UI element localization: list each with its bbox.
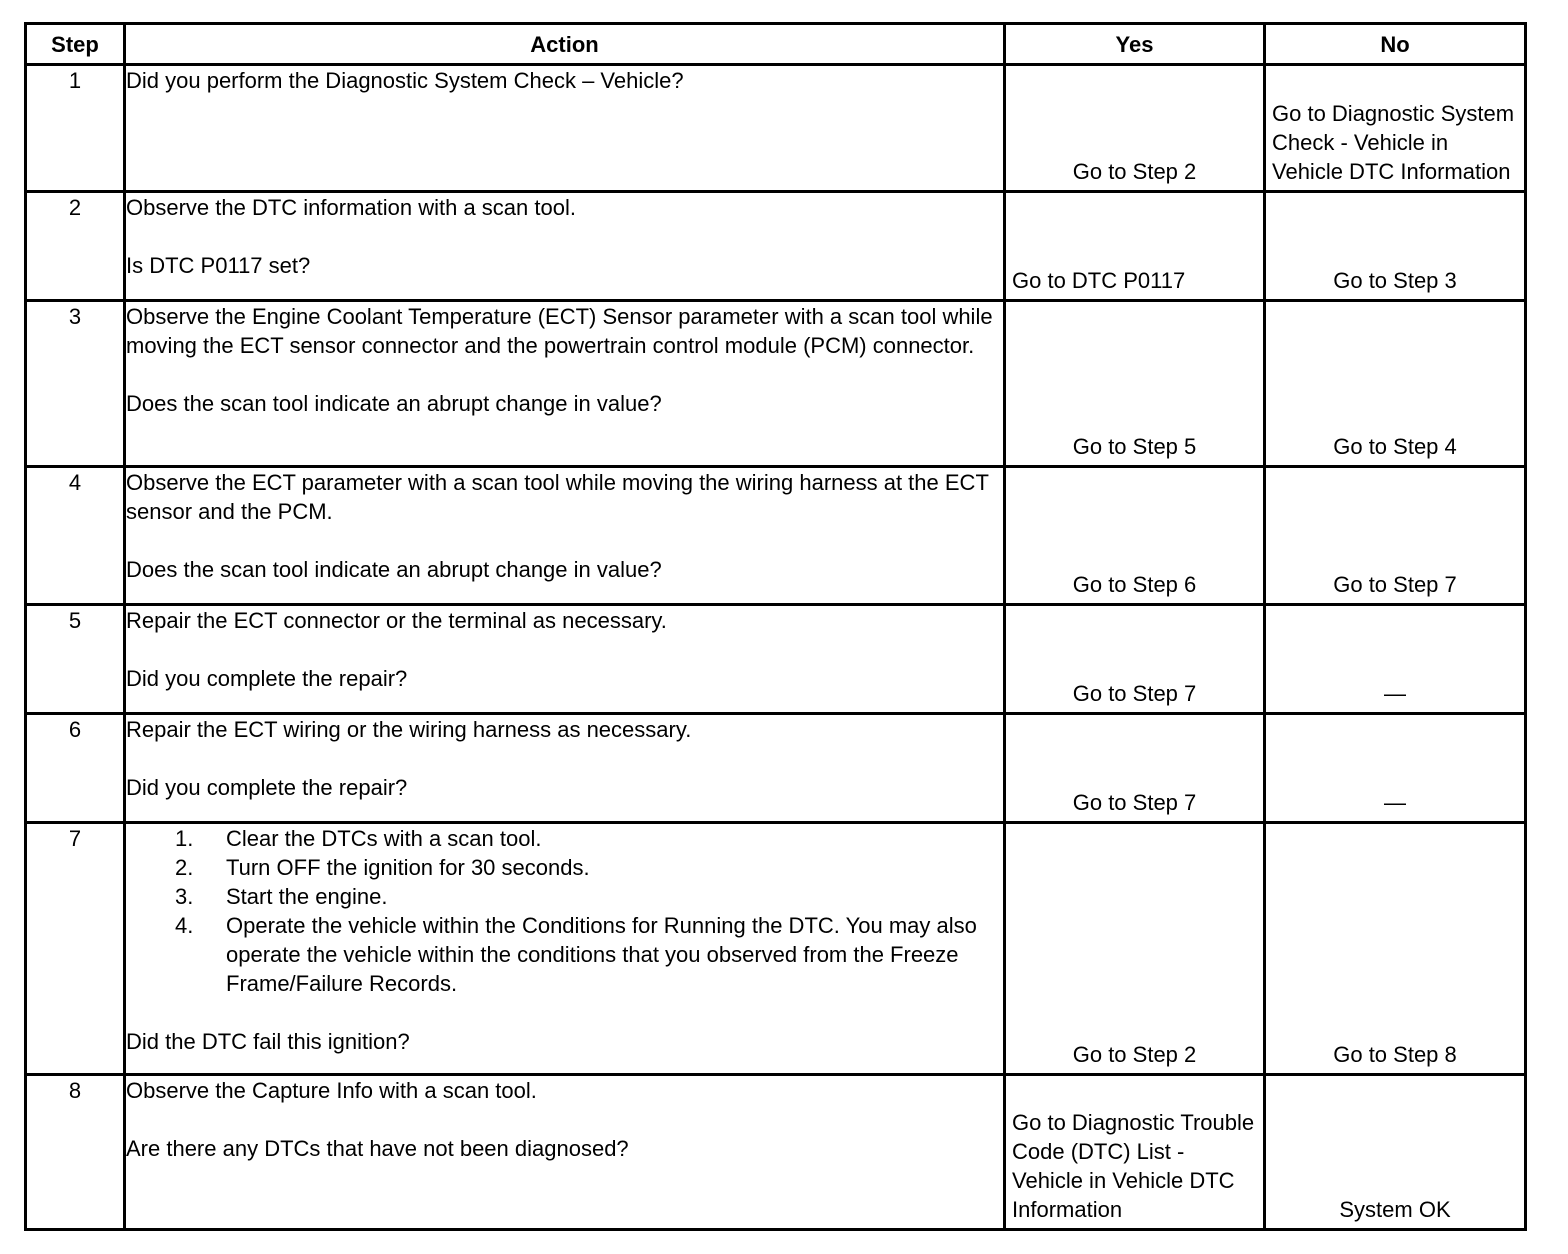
table-row bbox=[26, 714, 1526, 823]
yes-result: Go to Step 6 bbox=[1072, 572, 1197, 597]
action-text: Repair the ECT wiring or the wiring harness as necessary. bbox=[126, 717, 692, 742]
action-cell bbox=[125, 301, 1005, 467]
substep-number: 1. bbox=[175, 826, 194, 851]
action-cell bbox=[125, 467, 1005, 605]
diagnostic-table bbox=[24, 22, 1527, 1231]
no-cell bbox=[1265, 605, 1526, 714]
no-result: Go to Step 7 bbox=[1333, 572, 1457, 597]
action-text: Observe the Engine Coolant Temperature (ECT) Sensor parameter with a scan tool while moving the ECT sensor connector and the powertrain control module (PCM) connector. bbox=[126, 304, 993, 358]
step-number: 2 bbox=[26, 192, 125, 301]
action-question: Did you complete the repair? bbox=[126, 666, 408, 691]
no-cell bbox=[1265, 192, 1526, 301]
substep-item bbox=[126, 911, 1003, 998]
table-row bbox=[26, 1075, 1526, 1230]
action-text: Did you perform the Diagnostic System Check – Vehicle? bbox=[126, 68, 684, 93]
action-text: Observe the ECT parameter with a scan tool while moving the wiring harness at the ECT sensor and the PCM. bbox=[126, 470, 989, 524]
no-cell bbox=[1265, 714, 1526, 823]
yes-cell bbox=[1005, 467, 1265, 605]
substep-list bbox=[126, 824, 1003, 998]
substep-number: 2. bbox=[175, 855, 194, 880]
yes-cell bbox=[1005, 65, 1265, 192]
no-result: Go to Step 3 bbox=[1333, 268, 1457, 293]
no-result: — bbox=[1384, 790, 1406, 815]
yes-result: Go to Step 5 bbox=[1072, 434, 1197, 459]
step-number: 8 bbox=[26, 1075, 125, 1230]
no-result: Go to Diagnostic System Check - Vehicle in Vehicle DTC Information bbox=[1272, 101, 1515, 184]
yes-cell bbox=[1005, 605, 1265, 714]
step-number: 1 bbox=[26, 65, 125, 192]
no-cell bbox=[1265, 467, 1526, 605]
substep-number: 4. bbox=[175, 913, 194, 938]
yes-result: Go to Diagnostic Trouble Code (DTC) List - Vehicle in Vehicle DTC Information bbox=[1012, 1110, 1255, 1222]
yes-result: Go to DTC P0117 bbox=[1012, 268, 1186, 293]
header-step: Step bbox=[26, 24, 125, 65]
step-number: 6 bbox=[26, 714, 125, 823]
table-row bbox=[26, 467, 1526, 605]
no-result: — bbox=[1384, 681, 1406, 706]
action-question: Does the scan tool indicate an abrupt change in value? bbox=[126, 557, 662, 582]
action-cell bbox=[125, 605, 1005, 714]
yes-cell bbox=[1005, 301, 1265, 467]
action-cell bbox=[125, 192, 1005, 301]
no-cell bbox=[1265, 301, 1526, 467]
action-cell bbox=[125, 65, 1005, 192]
action-question: Did you complete the repair? bbox=[126, 775, 408, 800]
action-text: Observe the DTC information with a scan tool. bbox=[126, 195, 576, 220]
yes-result: Go to Step 2 bbox=[1072, 159, 1197, 184]
substep-number: 3. bbox=[175, 884, 194, 909]
substep-text: Start the engine. bbox=[226, 884, 388, 909]
yes-result: Go to Step 7 bbox=[1072, 790, 1197, 815]
no-cell bbox=[1265, 823, 1526, 1075]
yes-result: Go to Step 2 bbox=[1072, 1042, 1197, 1067]
table-row bbox=[26, 605, 1526, 714]
action-question: Are there any DTCs that have not been diagnosed? bbox=[126, 1136, 629, 1161]
substep-item bbox=[126, 853, 1003, 882]
header-yes: Yes bbox=[1005, 24, 1265, 65]
action-text: Observe the Capture Info with a scan tool. bbox=[126, 1078, 537, 1103]
action-question: Does the scan tool indicate an abrupt change in value? bbox=[126, 391, 662, 416]
step-number: 5 bbox=[26, 605, 125, 714]
substep-item bbox=[126, 882, 1003, 911]
step-number: 4 bbox=[26, 467, 125, 605]
substep-text: Turn OFF the ignition for 30 seconds. bbox=[226, 855, 590, 880]
no-cell bbox=[1265, 65, 1526, 192]
no-cell bbox=[1265, 1075, 1526, 1230]
no-result: System OK bbox=[1339, 1197, 1451, 1222]
step-number: 7 bbox=[26, 823, 125, 1075]
header-no: No bbox=[1265, 24, 1526, 65]
action-cell bbox=[125, 714, 1005, 823]
header-row bbox=[26, 24, 1526, 65]
substep-item bbox=[126, 824, 1003, 853]
table-row bbox=[26, 65, 1526, 192]
step-number: 3 bbox=[26, 301, 125, 467]
no-result: Go to Step 8 bbox=[1333, 1042, 1457, 1067]
action-cell bbox=[125, 823, 1005, 1075]
action-question: Did the DTC fail this ignition? bbox=[126, 1029, 410, 1054]
header-action: Action bbox=[125, 24, 1005, 65]
table-row bbox=[26, 301, 1526, 467]
no-result: Go to Step 4 bbox=[1333, 434, 1457, 459]
yes-cell bbox=[1005, 1075, 1265, 1230]
action-cell bbox=[125, 1075, 1005, 1230]
yes-cell bbox=[1005, 823, 1265, 1075]
table-row bbox=[26, 823, 1526, 1075]
yes-result: Go to Step 7 bbox=[1072, 681, 1197, 706]
action-question: Is DTC P0117 set? bbox=[126, 253, 311, 278]
yes-cell bbox=[1005, 714, 1265, 823]
substep-text: Clear the DTCs with a scan tool. bbox=[226, 826, 542, 851]
yes-cell bbox=[1005, 192, 1265, 301]
substep-text: Operate the vehicle within the Conditions for Running the DTC. You may also operate the vehicle within the conditions that you observed from the Freeze Frame/Failure Records. bbox=[226, 913, 977, 996]
action-text: Repair the ECT connector or the terminal as necessary. bbox=[126, 608, 667, 633]
table-row bbox=[26, 192, 1526, 301]
